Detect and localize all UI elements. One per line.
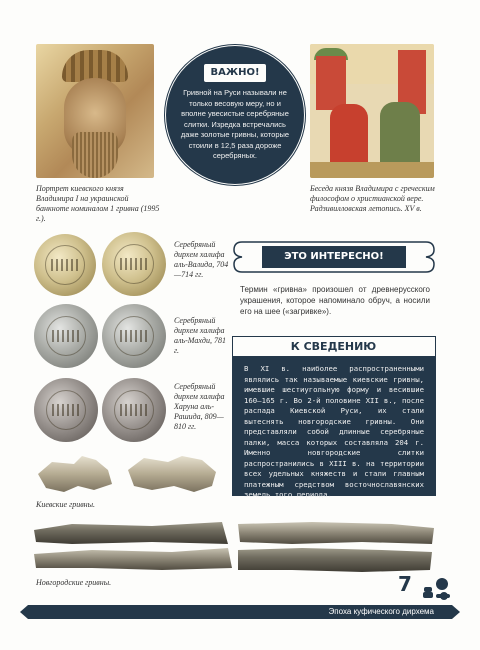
footer-title: Эпоха куфического дирхема [328, 607, 434, 616]
dirham-al-mahdi-obverse-image [34, 304, 98, 368]
dirham-harun-reverse-image [102, 378, 166, 442]
info-header [232, 336, 436, 358]
info-text: В XI в. наиболее распространенными являлись так называемые киевские гривны, имевшие шестиугольную форму и весившие 160—165 г. Во 2-й половине XII в., после распада Киевской Руси, их стали вытеснять новгородские гривны. Они представляли собой длинные серебряные палки, масса которых составляла 204 г. Именно новгородские слитки распространились в XIII в. на территории всех удельных княжеств и стали главным платежным средством восточнославянских земель того периода. [244, 364, 424, 499]
dirham-al-walid-obverse-image [34, 234, 96, 296]
info-title: К СВЕДЕНИЮ [290, 340, 377, 353]
important-text: Гривной на Руси называли не только весовую меру, но и вполне увесистые серебряные слитки. Изредка встречались даже золотые гривны, которые стоили в 12,5 раза дороже серебряных. [180, 88, 290, 160]
kiev-grivnas-caption: Киевские гривны. [36, 500, 96, 509]
dirham-al-mahdi-caption: Серебряный дирхем халифа аль-Махди, 781 г. [174, 316, 226, 355]
kiev-grivnas-image [34, 450, 220, 498]
interesting-title: ЭТО ИНТЕРЕСНО! [284, 251, 384, 262]
dirham-harun-caption: Серебряный дирхем халифа Харуна аль-Рашида, 809—810 гг. [174, 382, 225, 431]
vladimir-banknote-portrait-image [36, 44, 154, 178]
info-box [232, 356, 436, 499]
portrait-caption: Портрет киевского князя Владимира I на украинской банкноте номиналом 1 гривна (1995 г.). [36, 184, 160, 223]
dirham-al-mahdi-reverse-image [102, 304, 166, 368]
chronicle-miniature-image [310, 44, 434, 178]
novgorod-grivnas-image [32, 518, 438, 576]
coins-scale-icon [420, 576, 454, 602]
miniature-caption: Беседа князя Владимира с греческим философом о христианской вере. Радзивилловская летопись. XV в. [310, 184, 435, 213]
dirham-al-walid-caption: Серебряный дирхем халифа аль-Валида, 704—714 гг. [174, 240, 229, 279]
important-title: ВАЖНО! [204, 64, 266, 82]
novgorod-grivnas-caption: Новгородские гривны. [36, 578, 112, 587]
interesting-text: Термин «гривна» произошел от древнерусского украшения, которое напоминало обруч, а носили его на шее («загривке»). [240, 285, 430, 316]
dirham-al-walid-reverse-image [102, 232, 166, 296]
footer-bar [28, 605, 452, 619]
page-number: 7 [398, 572, 412, 596]
important-badge [168, 48, 302, 182]
dirham-harun-obverse-image [34, 378, 98, 442]
